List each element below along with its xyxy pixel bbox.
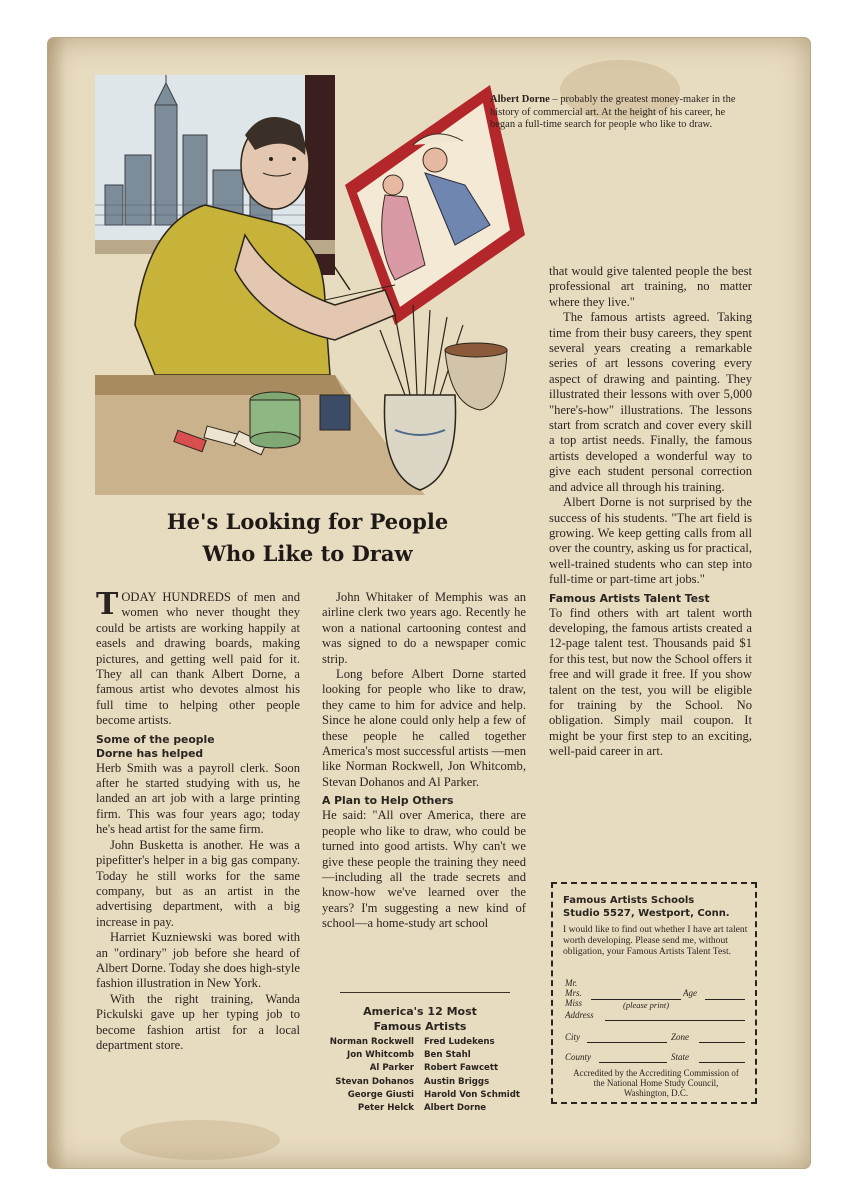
artist-name: George Giusti <box>347 1089 414 1100</box>
caption-name: Albert Dorne <box>490 94 550 105</box>
coupon-state-label: State <box>671 1052 689 1062</box>
coupon-age-line[interactable] <box>705 999 745 1000</box>
mail-coupon <box>551 882 757 1104</box>
article-column-2 <box>322 590 526 932</box>
col3-subhead: Famous Artists Talent Test <box>549 591 710 605</box>
divider-rule <box>340 992 510 993</box>
coupon-county-label: County <box>565 1052 591 1062</box>
coupon-print-note: (please print) <box>623 1000 670 1010</box>
coupon-county-line[interactable] <box>599 1062 667 1063</box>
coupon-school-name: Famous Artists Schools <box>563 895 695 906</box>
artist-name: Jon Whitcomb <box>347 1050 414 1061</box>
artist-name: Ben Stahl <box>424 1050 471 1061</box>
coupon-city-label: City <box>565 1032 580 1042</box>
coupon-mrs-label: Mrs. <box>565 988 582 998</box>
illustration-caption <box>490 94 745 132</box>
col1-subhead-line-1: Some of the people <box>96 732 215 746</box>
col1-subhead-line-2: Dorne has helped <box>96 746 204 760</box>
artist-name: Robert Fawcett <box>424 1063 499 1074</box>
page-headline <box>95 506 520 570</box>
coupon-city-line[interactable] <box>587 1042 667 1043</box>
artist-name: Fred Ludekens <box>424 1037 495 1047</box>
coupon-studio-address: Studio 5527, Westport, Conn. <box>563 908 730 919</box>
col1-paragraph <box>96 587 300 729</box>
lead-in: ODAY HUNDREDS <box>121 590 231 604</box>
artist-illustration <box>95 75 535 495</box>
col1-paragraph: John Busketta is another. He was a pipefitter's helper in a big gas company. Today he still works for the same company, but as an artist in the advertising department, with a big increase in pay. <box>96 837 300 929</box>
artist-name: Austin Briggs <box>424 1076 490 1087</box>
artist-name: Stevan Dohanos <box>335 1076 414 1087</box>
col2-paragraph: Long before Albert Dorne started looking for people who like to draw, they came to him for advice and help. Since he alone could only help a few of these people he called together America's most successful artists —men like Norman Rockwell, Jon Whitcomb, Stevan Dohanos and Al Parker. <box>322 667 526 789</box>
col1-paragraph: Harriet Kuzniewski was bored with an "ordinary" job before she heard of Albert Dorne. Today she does high-style fashion illustration in New York. <box>96 930 300 991</box>
caption-text: – probably the greatest money-maker in the history of commercial art. At the height of his career, he began a full-time search for people who like to draw. <box>490 94 736 130</box>
artists-title-line-1: America's 12 Most <box>363 1005 477 1018</box>
coupon-accreditation: Accredited by the Accrediting Commission of the National Home Study Council, Washington, D.C. <box>573 1068 739 1098</box>
coupon-age-label: Age <box>683 988 697 998</box>
article-column-3 <box>549 264 752 760</box>
col2-subhead: A Plan to Help Others <box>322 794 454 808</box>
col3-paragraph: Albert Dorne is not surprised by the success of his students. "The art field is growing. We keep getting calls from all over the country, asking us for practical, well-trained students who can step into full-time or part-time art jobs." <box>549 495 752 587</box>
coupon-body-text: I would like to find out whether I have art talent worth developing. Please send me, without obligation, your Famous Artists Talent Test. <box>563 924 748 958</box>
coupon-mr-label: Mr. <box>565 978 578 988</box>
coupon-zone-line[interactable] <box>699 1042 745 1043</box>
artists-title-line-2: Famous Artists <box>373 1020 467 1033</box>
col1-paragraph: With the right training, Wanda Pickulski gave up her typing job to become fashion artist for a local department store. <box>96 991 300 1052</box>
coupon-header <box>563 894 749 920</box>
artist-name: Harold Von Schmidt <box>424 1089 520 1100</box>
col2-paragraph: John Whitaker of Memphis was an airline clerk two years ago. Recently he won a national cartooning contest and was signed to do a newspaper comic strip. <box>322 590 526 666</box>
artist-name: Peter Helck <box>357 1103 414 1114</box>
drop-cap: T <box>96 587 119 622</box>
col1-paragraph: Herb Smith was a payroll clerk. Soon after he started studying with us, he landed an art job with a large printing firm. This was four years ago; today he's head artist for the same firm. <box>96 760 300 837</box>
col1-intro-text: of men and women who never thought they could be artists are working happily at easels and drawing boards, making pictures, and getting well paid for it. They all can thank Albert Dorne, a famous artist who devotes almost his full time to helping other people become artists. <box>96 590 300 728</box>
artists-names-right <box>424 1036 534 1115</box>
col3-paragraph: The famous artists agreed. Taking time from their busy careers, they spent several years creating a remarkable series of art lessons covering every aspect of drawing and painting. They illustrated their lessons with over 5,000 "here's-how" illustrations. The lessons start from scratch and cover every skill a top artist needs. Finally, the famous artists developed a wonderful way to give each student personal correction and advice all through his training. <box>549 310 752 494</box>
headline-line-2: Who Like to Draw <box>202 541 413 566</box>
coupon-miss-label: Miss <box>565 998 583 1008</box>
coupon-zone-label: Zone <box>671 1032 689 1042</box>
col3-paragraph: To find others with art talent worth developing, the famous artists created a 12-page talent test. Thousands paid $1 for this test, but now the School offers it free and will grade it free. If you show talent on the test, you will be eligible for training by the School. No obligation. Simply mail coupon. It might be your first step to an exciting, well-paid career in art. <box>549 605 752 759</box>
artists-list-title <box>325 1004 515 1034</box>
article-column-1 <box>96 587 300 1053</box>
col2-paragraph: He said: "All over America, there are people who like to draw, who could be turned into good artists. Why can't we give these people the training they need—including all the trade secrets and know-how we've learned over the years? I'm suggesting a new kind of school—a home-study art school <box>322 808 526 931</box>
headline-line-1: He's Looking for People <box>166 509 449 534</box>
coupon-state-line[interactable] <box>699 1062 745 1063</box>
artist-name: Norman Rockwell <box>329 1037 414 1047</box>
artist-name: Al Parker <box>369 1063 414 1074</box>
paper-stain <box>120 1120 280 1160</box>
col3-paragraph: that would give talented people the best professional art training, no matter where they live." <box>549 264 752 309</box>
artists-names-left <box>320 1036 414 1115</box>
page-spine-shadow <box>48 38 66 1168</box>
coupon-address-label: Address <box>565 1010 594 1020</box>
artist-name: Albert Dorne <box>424 1103 487 1114</box>
coupon-address-line[interactable] <box>605 1020 745 1021</box>
